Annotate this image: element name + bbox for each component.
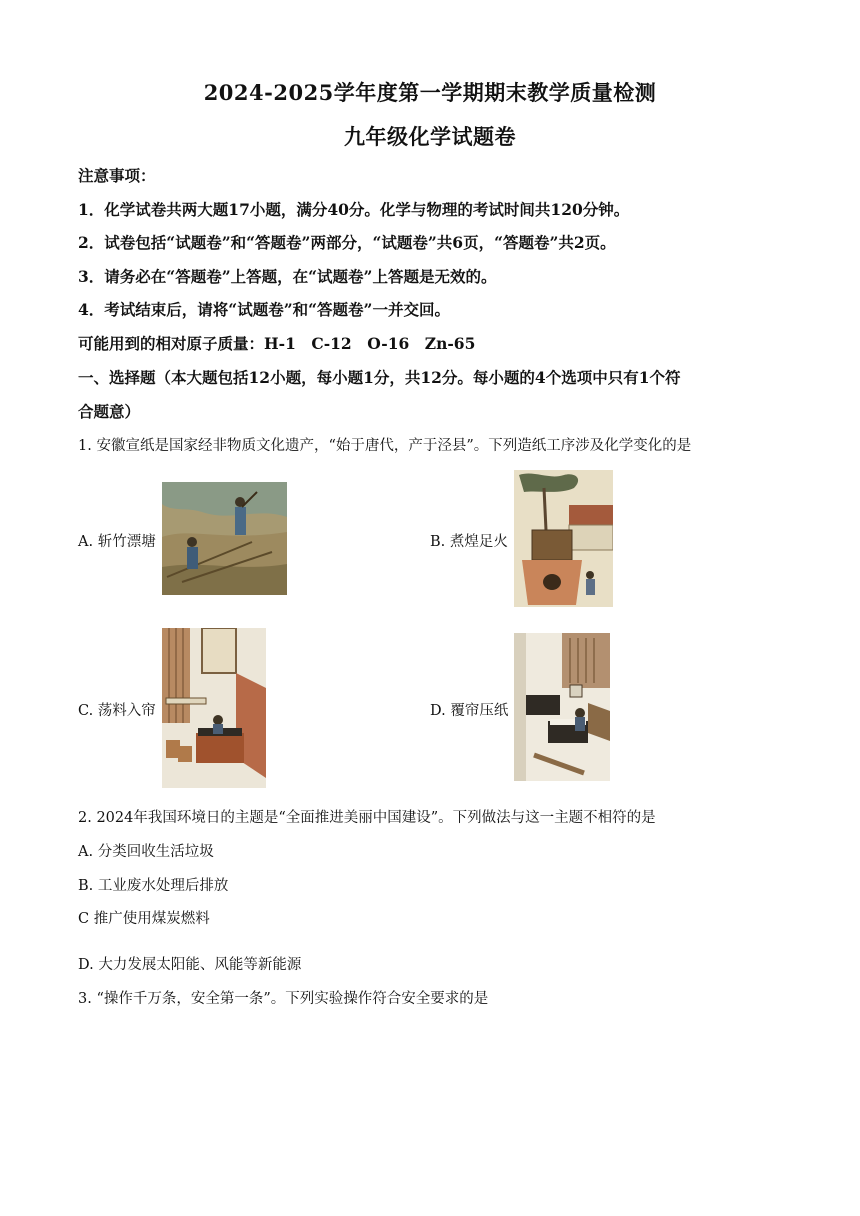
- q1-option-d: D. 覆帘压纸: [430, 703, 509, 719]
- q1-stem: 1. 安徽宣纸是国家经非物质文化遗产，“始于唐代，产于泾县”。下列造纸工序涉及化学变化的是: [78, 438, 692, 454]
- notes-heading: 注意事项：: [78, 166, 156, 185]
- q1-option-b: B. 煮煌足火: [430, 534, 508, 550]
- q2-option-b: B. 工业废水处理后排放: [78, 878, 229, 894]
- note-item-3: 3．请务必在“答题卷”上答题，在“试题卷”上答题是无效的。: [78, 267, 497, 286]
- note-item-2: 2．试卷包括“试题卷”和“答题卷”两部分，“试题卷”共6页，“答题卷”共2页。: [78, 233, 616, 252]
- atomic-mass-line: 可能用到的相对原子质量：H-1 C-12 O-16 Zn-65: [78, 334, 476, 353]
- exam-subtitle: 九年级化学试题卷: [344, 124, 516, 149]
- section1-heading-cont: 合题意）: [78, 402, 141, 421]
- pulp-scooping-picture: [162, 628, 266, 788]
- q2-option-a: A. 分类回收生活垃圾: [78, 844, 214, 860]
- note-item-1: 1．化学试卷共两大题17小题，满分40分。化学与物理的考试时间共120分钟。: [78, 200, 630, 219]
- boiling-vat-picture: [514, 470, 613, 607]
- q2-option-c: C 推广使用煤炭燃料: [78, 911, 210, 927]
- q1-option-a: A. 斩竹漂塘: [78, 534, 156, 550]
- exam-title: 2024-2025学年度第一学期期末教学质量检测: [203, 80, 657, 105]
- q2-option-d: D. 大力发展太阳能、风能等新能源: [78, 957, 302, 973]
- q3-stem: 3. “操作千万条，安全第一条”。下列实验操作符合安全要求的是: [78, 991, 489, 1007]
- q2-stem: 2. 2024年我国环境日的主题是“全面推进美丽中国建设”。下列做法与这一主题不相符的是: [78, 810, 656, 826]
- bamboo-cutting-picture: [162, 482, 287, 595]
- note-item-4: 4．考试结束后，请将“试题卷”和“答题卷”一并交回。: [78, 300, 450, 319]
- paper-pressing-picture: [514, 633, 610, 781]
- q1-option-c: C. 荡料入帘: [78, 703, 156, 719]
- section1-heading: 一、选择题（本大题包括12小题，每小题1分，共12分。每小题的4个选项中只有1个符: [78, 368, 681, 387]
